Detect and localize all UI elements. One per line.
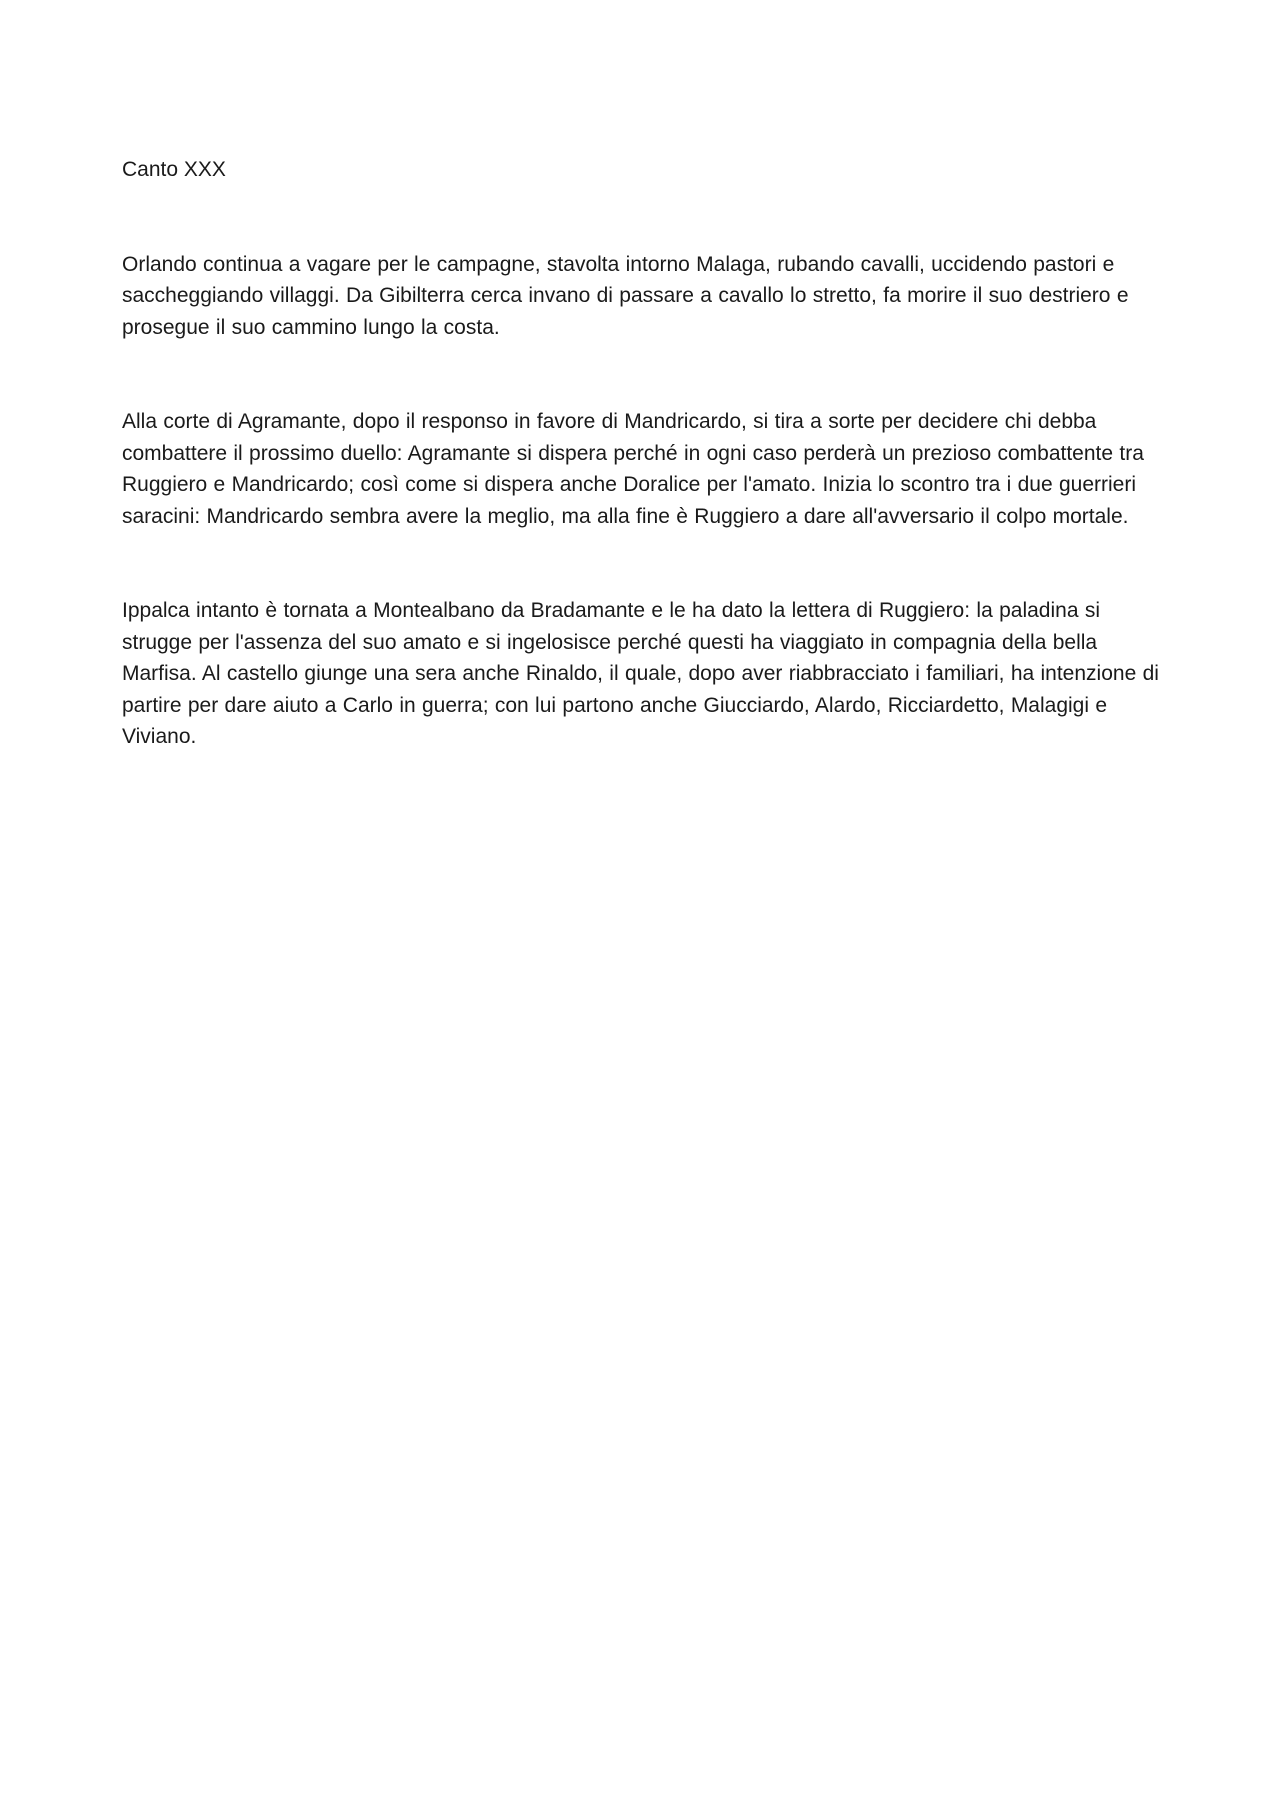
paragraph-orlando: Orlando continua a vagare per le campagne, stavolta intorno Malaga, rubando cavalli, uccidendo pastori e saccheggiando villaggi. Da Gibilterra cerca invano di passare a cavallo lo stretto, fa morire il suo destriero e prosegue il suo cammino lungo la costa. <box>122 252 1129 339</box>
paragraph-ippalca: Ippalca intanto è tornata a Montealbano da Bradamante e le ha dato la lettera di Ruggiero: la paladina si strugge per l'assenza del suo amato e si ingelosisce perché questi ha viaggiato in compagnia della bella Marfisa. Al castello giunge una sera anche Rinaldo, il quale, dopo aver riabbracciato i familiari, ha intenzione di partire per dare aiuto a Carlo in guerra; con lui partono anche Giucciardo, Alardo, Ricciardetto, Malagigi e Viviano. <box>122 599 1159 748</box>
document-title: Canto XXX <box>122 158 226 181</box>
paragraph-agramante: Alla corte di Agramante, dopo il responso in favore di Mandricardo, si tira a sorte per decidere chi debba combattere il prossimo duello: Agramante si dispera perché in ogni caso perderà un prezioso combattente tra Ruggiero e Mandricardo; così come si dispera anche Doralice per l'amato. Inizia lo scontro tra i due guerrieri saracini: Mandricardo sembra avere la meglio, ma alla fine è Ruggiero a dare all'avversario il colpo mortale. <box>122 410 1144 528</box>
document-body <box>122 154 1162 816</box>
